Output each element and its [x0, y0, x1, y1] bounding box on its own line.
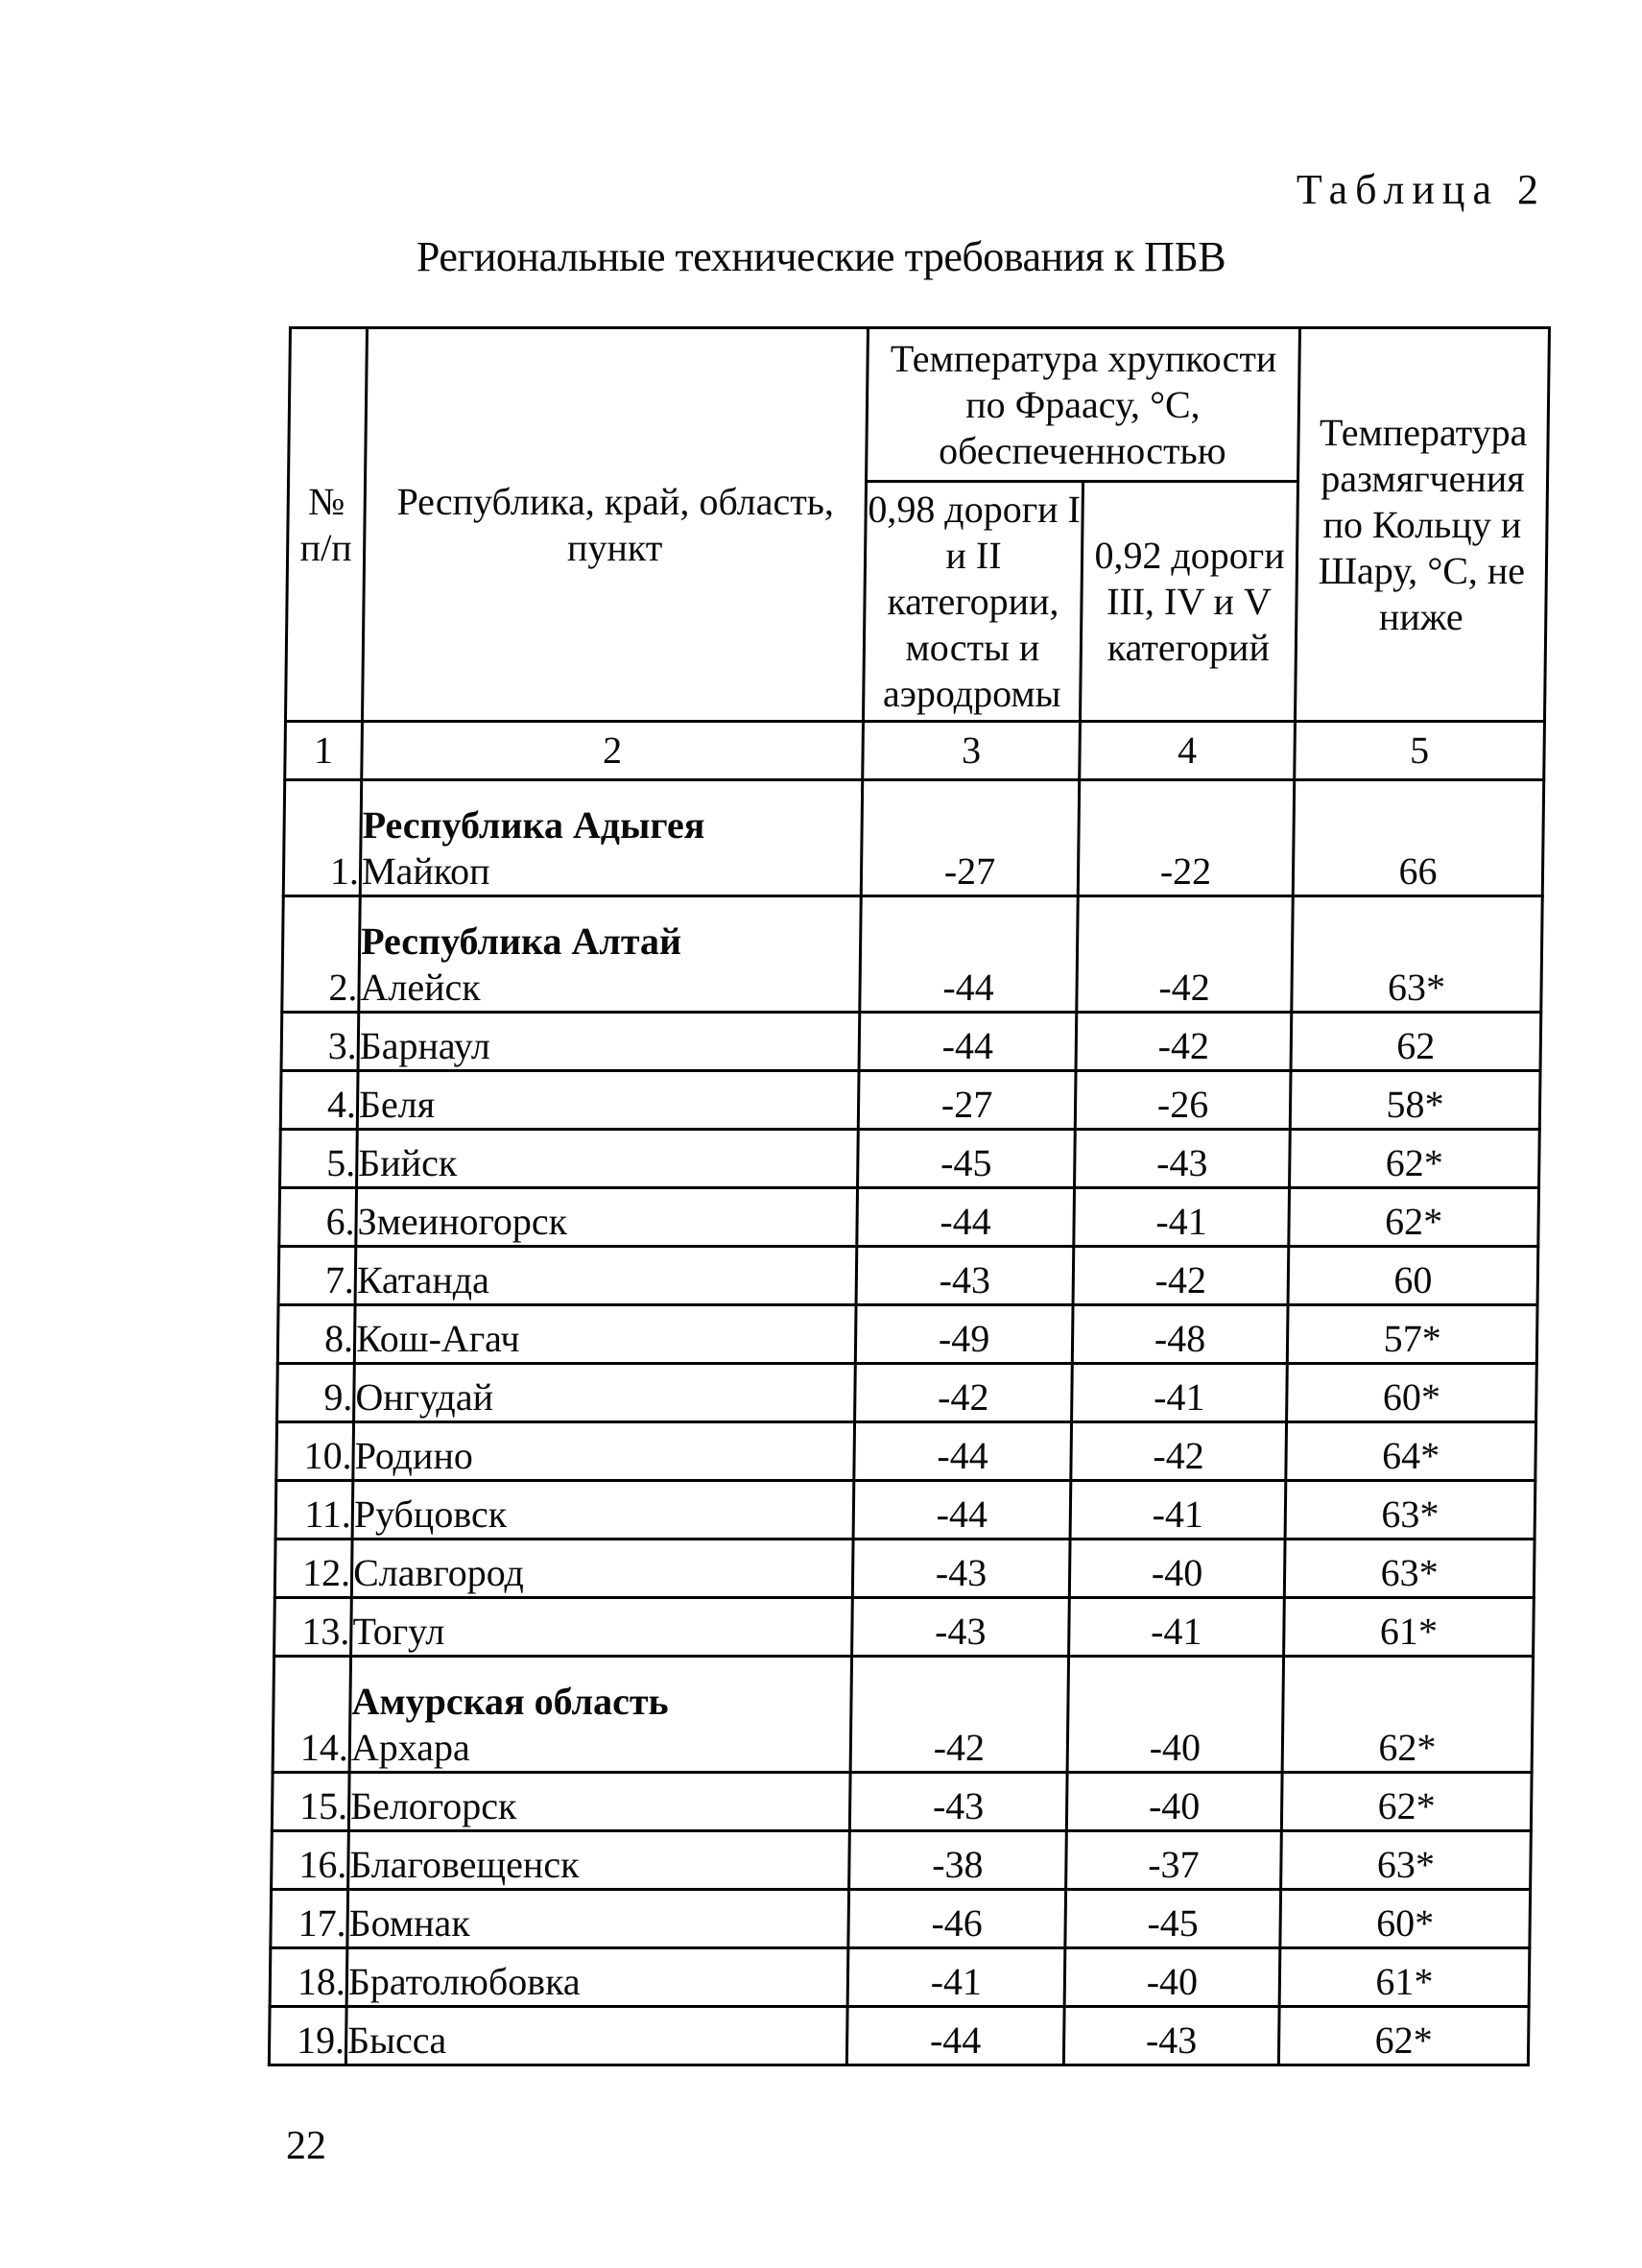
row-number: 15. [272, 1773, 349, 1831]
region-heading: Амурская область [351, 1680, 669, 1723]
place-name: Тогул [352, 1610, 445, 1653]
row-number: 4. [280, 1071, 358, 1130]
fraass-092-value: -41 [1069, 1598, 1285, 1657]
fraass-092-value: -40 [1069, 1540, 1285, 1598]
place-name: Беля [358, 1083, 436, 1126]
fraass-092-value: -41 [1074, 1188, 1290, 1247]
place-name: Онгудай [355, 1375, 494, 1419]
place-name: Рубцовск [353, 1492, 508, 1536]
fraass-098-value: -43 [856, 1247, 1074, 1305]
softening-value: 64* [1286, 1422, 1536, 1481]
fraass-092-value: -42 [1073, 1247, 1289, 1305]
softening-value: 63* [1292, 896, 1542, 1013]
softening-value: 66 [1293, 780, 1543, 896]
row-number: 12. [274, 1540, 352, 1598]
table-body [269, 780, 1543, 2065]
region-heading: Республика Алтай [360, 919, 682, 963]
place-cell [357, 1130, 859, 1188]
row-number: 2. [282, 896, 360, 1013]
table-header [285, 328, 1549, 722]
fraass-092-value: -48 [1072, 1305, 1288, 1364]
softening-value: 62* [1281, 1773, 1532, 1831]
fraass-098-value: -44 [846, 2007, 1064, 2065]
column-number: 1 [285, 722, 363, 780]
place-cell [356, 1188, 858, 1247]
place-name: Кош-Агач [355, 1317, 520, 1360]
softening-value: 60 [1288, 1247, 1538, 1305]
row-number: 17. [271, 1890, 348, 1948]
fraass-092-value: -42 [1077, 896, 1293, 1013]
fraass-098-value: -44 [860, 896, 1078, 1013]
table-row [272, 1831, 1532, 1890]
softening-value: 63* [1285, 1481, 1535, 1540]
row-number: 16. [272, 1831, 349, 1890]
softening-value: 62* [1290, 1130, 1540, 1188]
table-row [274, 1598, 1535, 1657]
place-cell [346, 1948, 848, 2007]
fraass-092-value: -40 [1066, 1773, 1282, 1831]
place-cell [357, 1071, 859, 1130]
row-number: 19. [269, 2007, 346, 2065]
row-number: 9. [277, 1364, 355, 1422]
place-cell [360, 780, 862, 896]
row-number: 10. [276, 1422, 354, 1481]
fraass-092-value: -41 [1072, 1364, 1288, 1422]
header-softening: Температура размягчения по Кольцу и Шару, °С, не ниже [1295, 328, 1549, 722]
place-name: Бийск [358, 1141, 458, 1184]
softening-value: 61* [1279, 1948, 1530, 2007]
header-fraass: Температура хрупкости по Фраасу, °С, обеспеченностью [867, 328, 1300, 482]
table-row [281, 1013, 1541, 1071]
table-row [273, 1657, 1533, 1773]
header-fraass-092: 0,92 дороги III, IV и V категорий [1080, 482, 1297, 722]
column-number-row [285, 722, 1545, 780]
fraass-092-value: -45 [1065, 1890, 1281, 1948]
header-place: Республика, край, область, пункт [362, 328, 868, 722]
place-cell [348, 1773, 850, 1831]
row-number: 8. [277, 1305, 355, 1364]
place-cell [351, 1540, 853, 1598]
column-number: 2 [362, 722, 864, 780]
fraass-092-value: -40 [1064, 1948, 1280, 2007]
fraass-098-value: -27 [861, 780, 1079, 896]
fraass-092-value: -22 [1078, 780, 1294, 896]
place-name: Благовещенск [349, 1843, 580, 1886]
place-cell [352, 1481, 854, 1540]
table-row [280, 1130, 1540, 1188]
header-fraass-098: 0,98 дороги I и II категории, мосты и аэродромы [863, 482, 1083, 722]
page-number: 22 [286, 2124, 326, 2168]
softening-value: 63* [1281, 1831, 1532, 1890]
table-row [271, 1890, 1531, 1948]
fraass-098-value: -43 [852, 1598, 1070, 1657]
place-name: Бомнак [348, 1901, 471, 1945]
table-row [279, 1188, 1539, 1247]
table-label: Таблица 2 [1296, 166, 1546, 213]
place-cell [359, 896, 861, 1013]
row-number: 13. [274, 1598, 352, 1657]
place-name: Алейск [360, 966, 482, 1009]
place-name: Катанда [356, 1258, 490, 1301]
fraass-092-value: -43 [1075, 1130, 1291, 1188]
fraass-098-value: -27 [858, 1071, 1076, 1130]
row-number: 1. [283, 780, 361, 896]
fraass-098-value: -44 [853, 1481, 1071, 1540]
place-name: Братолюбовка [347, 1960, 581, 2003]
place-name: Славгород [352, 1551, 525, 1594]
softening-value: 60* [1280, 1890, 1531, 1948]
softening-value: 57* [1287, 1305, 1537, 1364]
table-row [269, 2007, 1529, 2065]
fraass-092-value: -41 [1070, 1481, 1286, 1540]
softening-value: 58* [1290, 1071, 1540, 1130]
fraass-098-value: -45 [858, 1130, 1076, 1188]
column-number: 3 [863, 722, 1081, 780]
row-number: 6. [279, 1188, 357, 1247]
fraass-092-value: -43 [1063, 2007, 1279, 2065]
fraass-098-value: -43 [852, 1540, 1070, 1598]
row-number: 14. [273, 1657, 350, 1773]
table-row [277, 1364, 1537, 1422]
place-cell [351, 1598, 853, 1657]
place-name: Родино [354, 1434, 474, 1477]
fraass-092-value: -37 [1066, 1831, 1282, 1890]
place-name: Майкоп [361, 849, 490, 893]
row-number: 3. [281, 1013, 359, 1071]
fraass-098-value: -43 [849, 1773, 1067, 1831]
table-row [283, 780, 1543, 896]
place-name: Архара [350, 1726, 471, 1769]
table-row [276, 1422, 1536, 1481]
table-row [275, 1481, 1535, 1540]
table-row [272, 1773, 1532, 1831]
fraass-098-value: -44 [854, 1422, 1072, 1481]
fraass-098-value: -42 [850, 1657, 1068, 1773]
fraass-098-value: -49 [855, 1305, 1073, 1364]
column-number: 5 [1295, 722, 1545, 780]
region-heading: Республика Адыгея [362, 803, 705, 847]
row-number: 11. [275, 1481, 353, 1540]
place-name: Быссa [346, 2018, 447, 2062]
place-cell [354, 1305, 856, 1364]
row-number: 18. [270, 1948, 347, 2007]
fraass-098-value: -44 [859, 1013, 1077, 1071]
softening-value: 62* [1278, 2007, 1529, 2065]
fraass-092-value: -42 [1076, 1013, 1292, 1071]
fraass-098-value: -44 [857, 1188, 1075, 1247]
place-cell [358, 1013, 860, 1071]
header-num: № п/п [285, 328, 367, 722]
requirements-table [268, 326, 1551, 2066]
softening-value: 62* [1289, 1188, 1539, 1247]
table-row [277, 1305, 1537, 1364]
fraass-098-value: -42 [855, 1364, 1073, 1422]
column-number: 4 [1080, 722, 1296, 780]
place-cell [353, 1422, 855, 1481]
row-number: 5. [280, 1130, 358, 1188]
fraass-098-value: -38 [849, 1831, 1067, 1890]
place-cell [345, 2007, 847, 2065]
fraass-098-value: -46 [848, 1890, 1066, 1948]
place-cell [349, 1657, 851, 1773]
place-cell [354, 1364, 856, 1422]
table-row [282, 896, 1542, 1013]
place-name: Барнаул [359, 1024, 491, 1067]
table-row [278, 1247, 1538, 1305]
softening-value: 62 [1291, 1013, 1541, 1071]
place-name: Белогорск [349, 1784, 517, 1827]
table-row [274, 1540, 1535, 1598]
fraass-098-value: -41 [847, 1948, 1065, 2007]
row-number: 7. [278, 1247, 356, 1305]
place-name: Змеиногорск [357, 1200, 568, 1243]
softening-value: 62* [1282, 1657, 1533, 1773]
fraass-092-value: -40 [1067, 1657, 1283, 1773]
softening-value: 63* [1284, 1540, 1535, 1598]
fraass-092-value: -26 [1075, 1071, 1291, 1130]
place-cell [347, 1890, 849, 1948]
place-cell [355, 1247, 857, 1305]
table-row [270, 1948, 1530, 2007]
softening-value: 60* [1287, 1364, 1537, 1422]
table-title: Региональные технические требования к ПБВ [416, 233, 1226, 280]
softening-value: 61* [1284, 1598, 1535, 1657]
table-row [280, 1071, 1540, 1130]
place-cell [348, 1831, 850, 1890]
fraass-092-value: -42 [1071, 1422, 1287, 1481]
